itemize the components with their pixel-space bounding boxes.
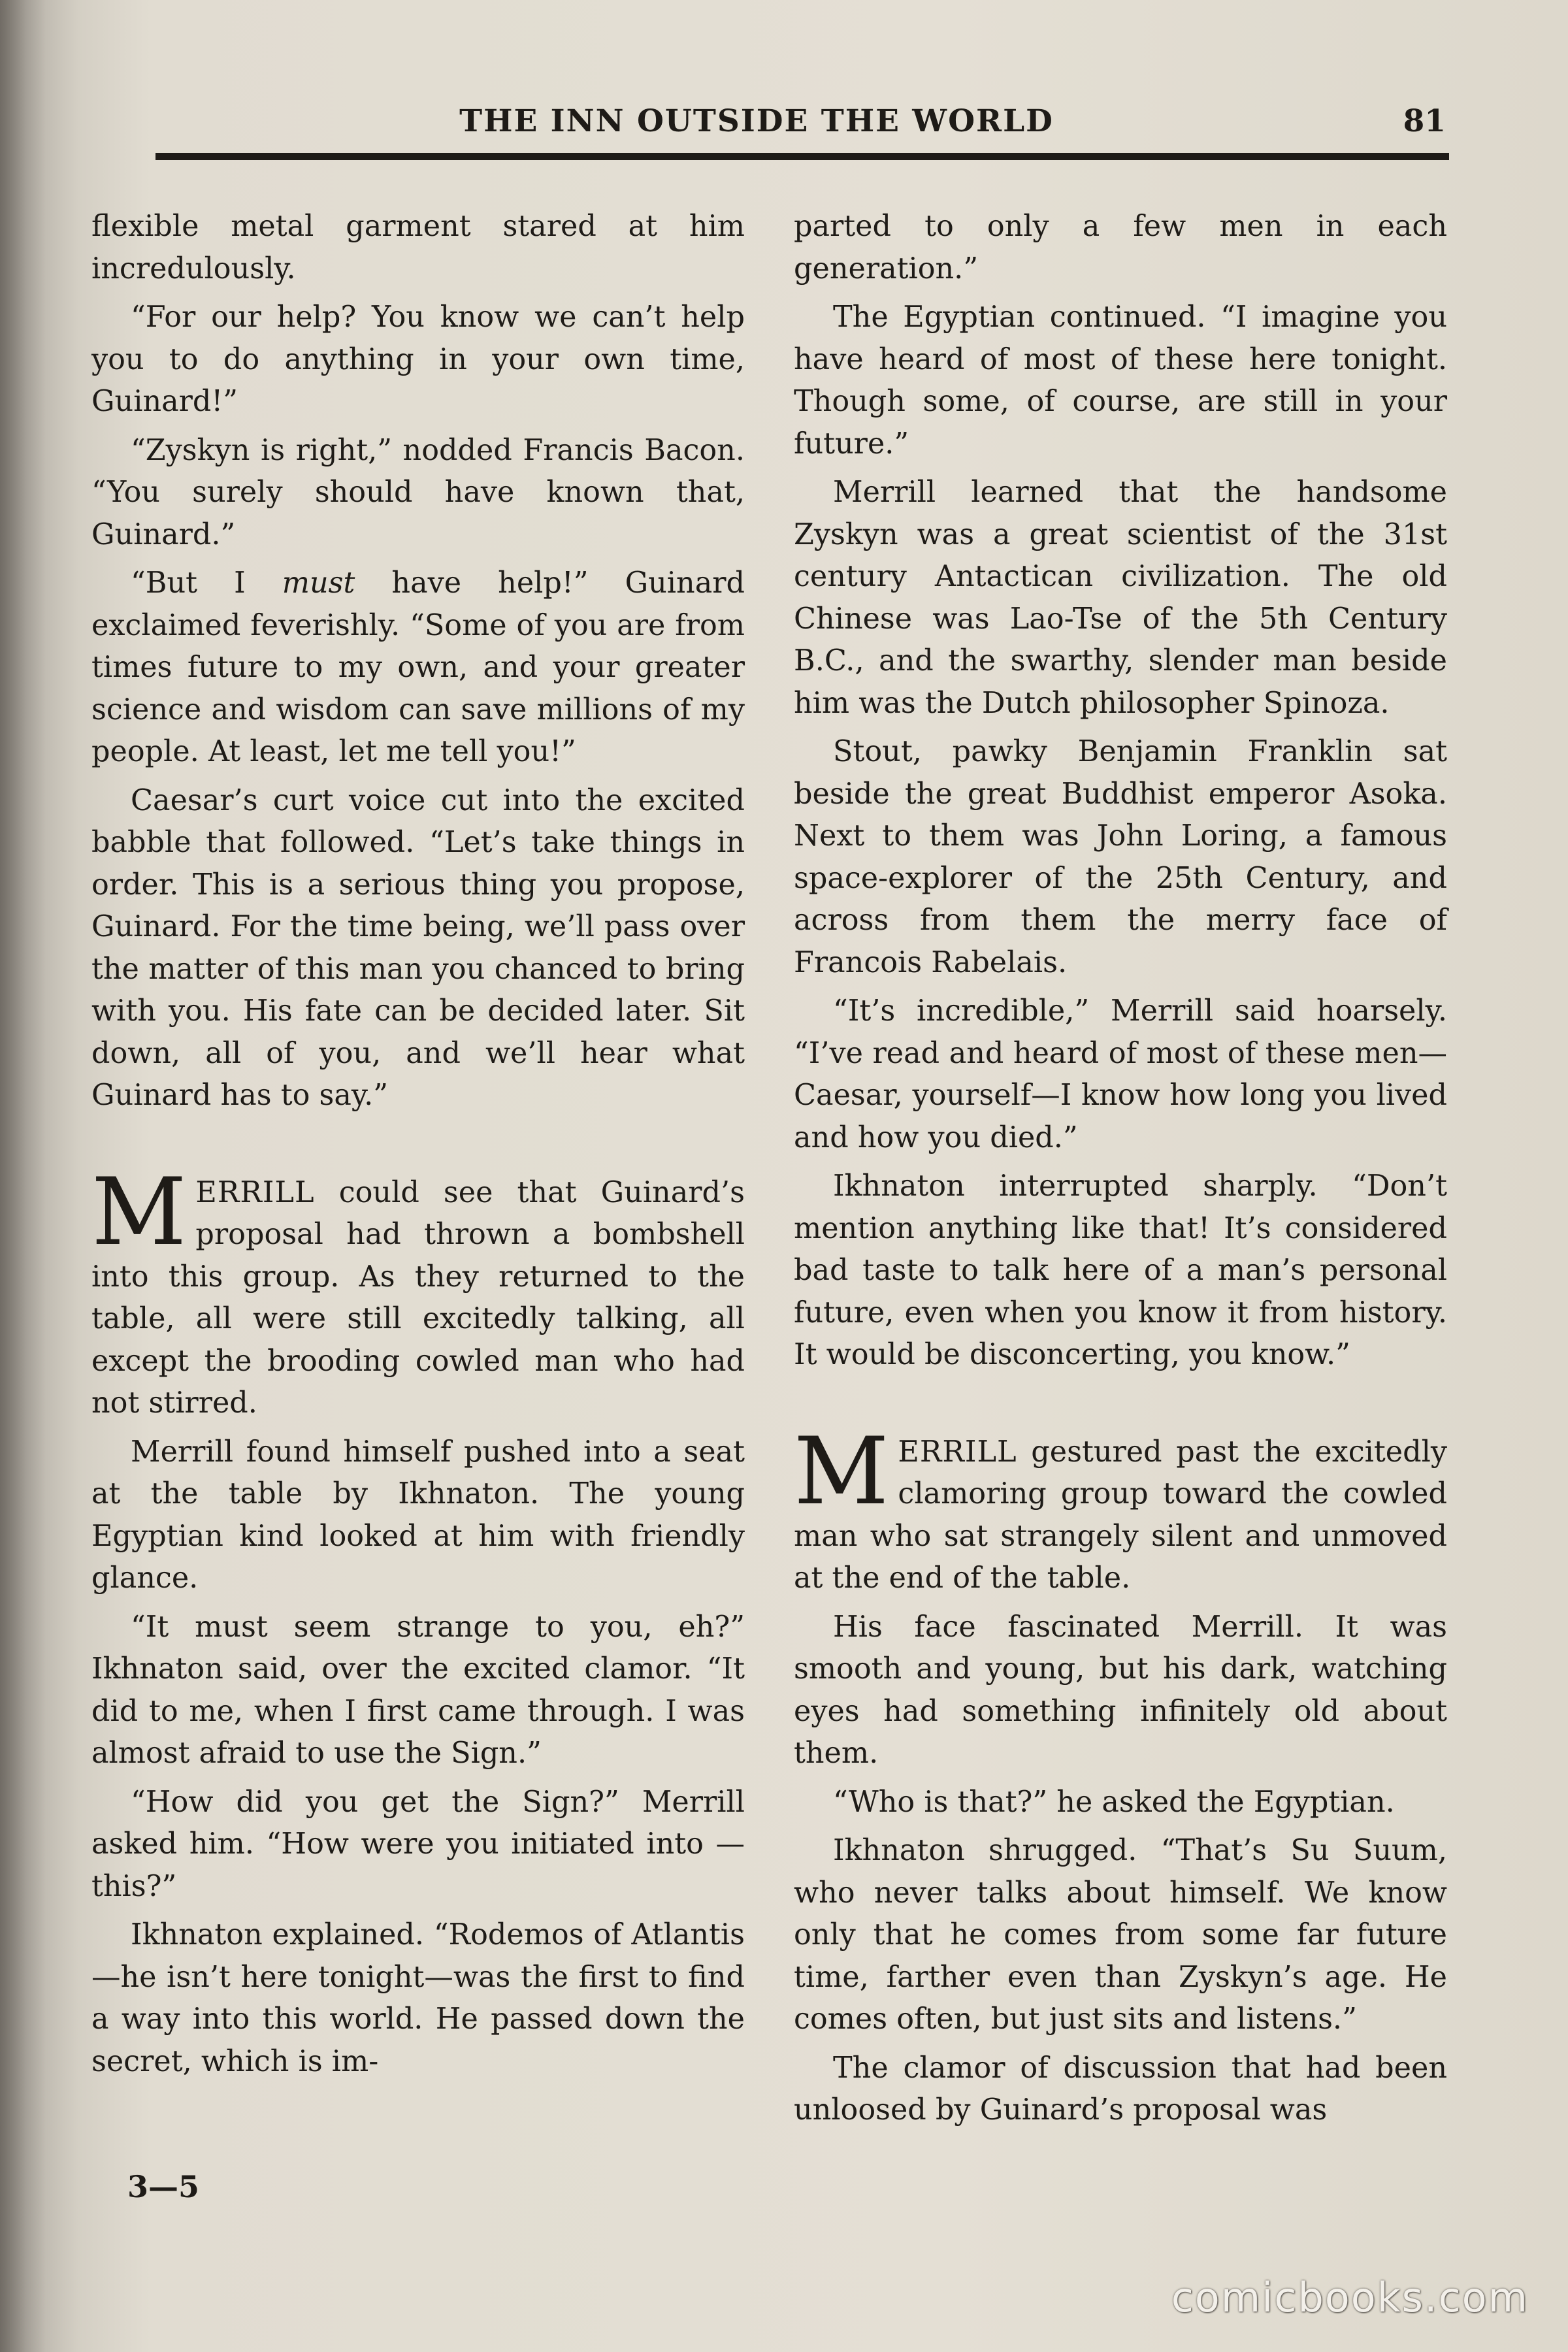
paragraph: Stout, pawky Benjamin Franklin sat beside the great Buddhist emperor Asoka. Next to them was John Loring, a famous space-explorer of the 25th Century, and across from them the merry face of Francois Rabelais. xyxy=(794,735,1447,979)
right-column xyxy=(794,206,1447,2132)
paragraph: Ikhnaton shrugged. “That’s Su Suum, who never talks about himself. We know only that he comes from some far future time, farther even than Zyskyn’s age. He comes often, but just sits and listens.” xyxy=(794,1834,1447,2036)
paragraph: “Zyskyn is right,” nodded Francis Bacon. “You surely should have known that, Guinard.” xyxy=(91,433,745,551)
paragraph: parted to only a few men in each generation.” xyxy=(794,210,1447,286)
paragraph: Ikhnaton interrupted sharply. “Don’t mention anything like that! It’s considered bad taste to talk here of a man’s personal future, even when you know it from history. It would be disconcerting, you know.” xyxy=(794,1169,1447,1371)
paragraph: flexible metal garment stared at him incredulously. xyxy=(91,210,745,286)
watermark: comicbooks.com xyxy=(1171,2274,1529,2321)
header-rule xyxy=(155,153,1449,160)
paragraph: “It must seem strange to you, eh?” Ikhnaton said, over the excited clamor. “It did to me, when I first came through. I was almost afraid to use the Sign.” xyxy=(91,1610,745,1770)
page-header xyxy=(155,103,1446,155)
emphasis: must xyxy=(282,566,355,600)
paragraph: Ikhnaton explained. “Rodemos of Atlantis—he isn’t here tonight—was the first to find a way into this world. He passed down the secret, which is im- xyxy=(91,1918,745,2078)
paragraph xyxy=(91,563,745,774)
text-run: have help!” Guinard exclaimed feverishly. “Some of you are from times future to my own, and your greater science and wisdom can save millions of my people. At least, let me tell you!” xyxy=(91,566,745,768)
signature-folio: 3—5 xyxy=(127,2169,200,2204)
drop-cap: M xyxy=(91,1158,187,1266)
paragraph: Caesar’s curt voice cut into the excited babble that followed. “Let’s take things in order. This is a serious thing you propose, Guinard. For the time being, we’ll pass over the matter of this man you chanced to bring with you. His fate can be decided later. Sit down, all of you, and we’ll hear what Guinard has to say.” xyxy=(91,783,745,1112)
paragraph: “How did you get the Sign?” Merrill asked him. “How were you initiated into —this?” xyxy=(91,1785,745,1903)
paragraph: The Egyptian continued. “I imagine you have heard of most of these here tonight. Though some, of course, are still in your future.” xyxy=(794,301,1447,461)
paragraph: Merrill learned that the handsome Zyskyn was a great scientist of the 31st century Antactican civilization. The old Chinese was Lao-Tse of the 5th Century B.C., and the swarthy, slender man beside him was the Dutch philosopher Spinoza. xyxy=(794,476,1447,720)
paragraph: His face fascinated Merrill. It was smooth and young, but his dark, watching eyes had something infinitely old about them. xyxy=(794,1610,1447,1770)
paragraph: Merrill found himself pushed into a seat at the table by Ikhnaton. The young Egyptian kind looked at him with friendly glance. xyxy=(91,1435,745,1595)
text-run: gestured past the excitedly clamoring group toward the cowled man who sat strangely silent and unmoved at the end of the table. xyxy=(794,1435,1447,1595)
paragraph-dropcap xyxy=(794,1417,1447,1600)
drop-cap: M xyxy=(794,1417,889,1526)
running-head: THE INN OUTSIDE THE WORLD xyxy=(459,103,1054,139)
page-number: 81 xyxy=(1403,103,1446,139)
text-run: could see that Guinard’s proposal had thrown a bombshell into this group. As they returned to the table, all were still excitedly talking, all except the brooding cowled man who had not stirred. xyxy=(91,1175,745,1420)
small-caps-word: ERRILL xyxy=(195,1175,315,1209)
small-caps-word: ERRILL xyxy=(898,1435,1017,1469)
paragraph-dropcap xyxy=(91,1158,745,1425)
left-column xyxy=(91,206,745,2083)
paragraph: “It’s incredible,” Merrill said hoarsely. “I’ve read and heard of most of these men—Caesar, yourself—I know how long you lived and how you died.” xyxy=(794,994,1447,1154)
paragraph: The clamor of discussion that had been unloosed by Guinard’s proposal was xyxy=(794,2051,1447,2127)
text-run: “But I xyxy=(131,566,282,600)
binding-shadow xyxy=(0,0,46,2352)
paragraph: “For our help? You know we can’t help you to do anything in your own time, Guinard!” xyxy=(91,301,745,418)
paragraph: “Who is that?” he asked the Egyptian. xyxy=(833,1785,1395,1819)
